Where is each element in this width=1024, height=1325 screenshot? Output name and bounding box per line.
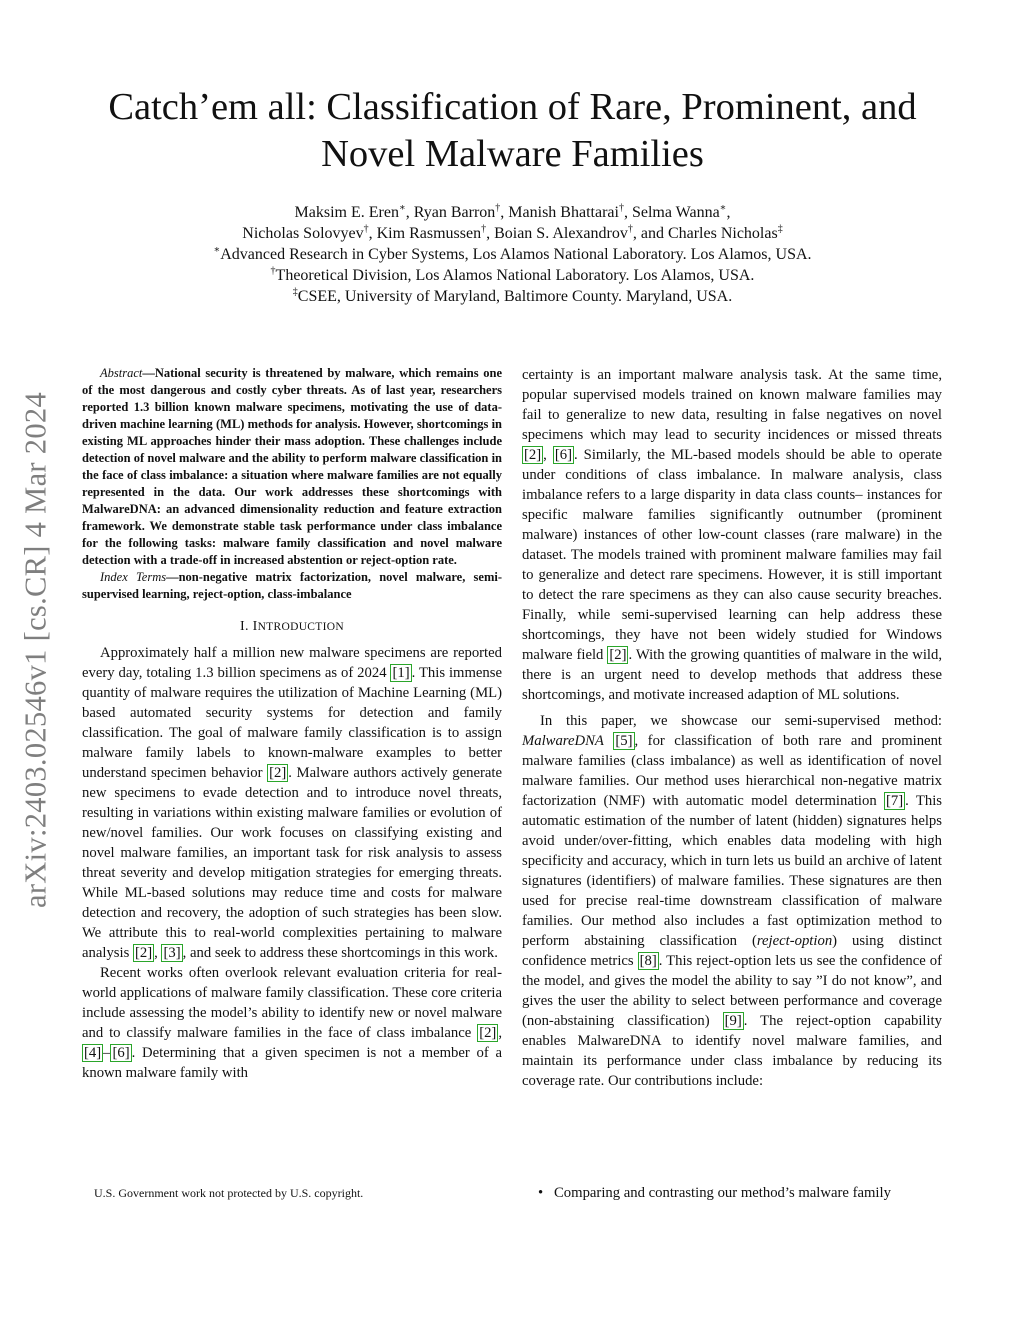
copyright-footer: U.S. Government work not protected by U.S. copyright. (94, 1186, 364, 1200)
affiliation-mark: † (618, 202, 624, 214)
index-terms-text: —non-negative matrix factorization, novel malware, semi-supervised learning, reject-option, class-imbalance (82, 570, 503, 601)
citation-link[interactable]: [6] (112, 1045, 130, 1061)
title-line-2: Novel Malware Families (321, 133, 704, 175)
affiliation-mark: ∗ (213, 244, 221, 256)
paragraph-text: Recent works often overlook relevant evaluation criteria for real-world applications of malware family classification. These core criteria include assessing the model’s ability to identify new or novel malware and to classify malware families in the face of class imbalance (82, 965, 502, 1041)
abstract (82, 365, 502, 569)
affiliation-mark: † (481, 223, 487, 235)
index-terms (82, 569, 502, 603)
paragraph-text: . This immense quantity of malware requires the utilization of Machine Learning (ML) based automated security systems for detection and family classification. The goal of malware family classification is to assign malware family labels to known-malware examples to better understand specimen behavior (82, 665, 503, 781)
citation-link[interactable]: [1] (392, 665, 410, 681)
intro-paragraph-3 (522, 365, 942, 705)
author-line-1: Maksim E. Eren∗, Ryan Barron†, Manish Bhattarai†, Selma Wanna∗, (294, 202, 731, 221)
paragraph-text: . With the growing quantities of malware in the wild, there is an urgent need to develop methods that address these shortcomings, and motivate increased adaption of ML solutions. (522, 647, 942, 703)
author-name: Ryan Barron (413, 204, 496, 221)
arxiv-identifier: arXiv:2403.02546v1 [cs.CR] 4 Mar 2024 (18, 392, 53, 908)
author-line-2: Nicholas Solovyev†, Kim Rasmussen†, Boian S. Alexandrov†, and Charles Nicholas‡ (242, 223, 783, 242)
affiliation-mark: ∗ (719, 202, 727, 214)
paragraph-text: , and seek to address these shortcomings in this work. (182, 945, 498, 961)
author-name: Kim Rasmussen (376, 225, 482, 242)
affiliation-mark: † (363, 223, 369, 235)
citation-link[interactable]: [2] (135, 945, 153, 961)
author-block (70, 202, 955, 307)
author-name: Boian S. Alexandrov (494, 225, 628, 242)
author-name: Manish Bhattarai (508, 204, 619, 221)
paragraph-text: Approximately half a million new malware specimens are reported every day, totaling 1.3 billion specimens as of 2024 (82, 645, 502, 681)
paragraph-text: In this paper, we showcase our semi-supervised method: (540, 713, 942, 729)
paragraph-text: ) using distinct confidence metrics (522, 933, 942, 969)
intro-paragraph-4 (522, 711, 942, 1091)
paragraph-text (604, 733, 614, 749)
title-line-1: Catch’em all: Classification of Rare, Prominent, and (108, 86, 917, 128)
index-terms-label: Index Terms (100, 570, 167, 584)
citation-link[interactable]: [6] (554, 447, 572, 463)
paragraph-text: – (103, 1045, 111, 1061)
affiliation-1 (70, 244, 955, 265)
paragraph-text: , (543, 447, 553, 463)
paragraph-text: , for classification of both rare and prominent malware families (class imbalance) as well as identification of novel malware families. Our method uses hierarchical non-negative matrix factorization (NMF) with automatic model determination (522, 733, 942, 809)
citation-link[interactable]: [8] (639, 953, 657, 969)
paragraph-text: , (498, 1025, 502, 1041)
affiliation-mark: † (270, 265, 276, 277)
abstract-label: Abstract (100, 366, 143, 380)
citation-link[interactable]: [7] (886, 793, 904, 809)
paragraph-text: . This automatic estimation of the number of latent (hidden) signatures helps avoid under/over-fitting, which enables data modeling with high specificity and accuracy, which in turn lets us build an archive of latent signatures (identifiers) of malware families. These signatures are then used for precise real-time downstream classification of malware families. Our method also includes a fast optimization method to perform abstaining classification ( (522, 793, 942, 949)
intro-paragraph-2 (82, 963, 502, 1083)
affiliation-text: Advanced Research in Cyber Systems, Los Alamos National Laboratory. Los Alamos, USA. (220, 246, 812, 263)
affiliation-mark: ∗ (398, 202, 406, 214)
method-name: MalwareDNA (522, 733, 604, 749)
citation-link[interactable]: [3] (163, 945, 181, 961)
affiliation-text: Theoretical Division, Los Alamos National Laboratory. Los Alamos, USA. (275, 267, 755, 284)
citation-link[interactable]: [2] (609, 647, 627, 663)
paper-title (70, 84, 955, 178)
bullet-icon: • (538, 1185, 544, 1201)
contribution-bullet (538, 1183, 891, 1203)
section-title-initial: I (252, 619, 258, 634)
left-column (82, 365, 502, 1083)
section-number: I. (240, 619, 253, 634)
paragraph-text: . Similarly, the ML-based models should be able to operate under conditions of class imbalance. In malware analysis, class imbalance refers to a large disparity in data class counts– instances for specific malware families significantly outnumber (prominent malware) instances of other low-count classes (rare malware) in the dataset. The models trained with prominent malware families may fail to generalize and detect rare specimens. However, it is still important to detect the rare specimens as they can also cause security breaches. Finally, while semi-supervised learning can help address these shortcomings, they have not been widely studied for Windows malware field (522, 447, 942, 663)
abstract-text: —National security is threatened by malware, which remains one of the most dangerous and costly cyber threats. As of last year, researchers reported 1.3 billion known malware specimens, motivating the use of data-driven machine learning (ML) methods for analysis. However, shortcomings in existing ML approaches hinder their mass adoption. These challenges include detection of novel malware and the ability to perform malware classification in the face of class imbalance: a situation where malware families are not equally represented in the data. Our work addresses these shortcomings with MalwareDNA: an advanced dimensionality reduction and feature extraction framework. We demonstrate stable task performance under class imbalance for the following tasks: malware family classification and novel malware detection with a trade-off in increased abstention or reject-option rate. (82, 366, 502, 567)
paragraph-text: . Malware authors actively generate new specimens to evade detection and to introduce novel threats, resulting in variations within existing malware families or evolution of new/novel families. Our work focuses on classifying existing and novel malware families, an important task for risk analysis to assess threat severity and develop mitigation strategies for emerging threats. While ML-based solutions may reduce time and costs for malware detection and recovery, the adoption of such strategies has been slow. We attribute this to real-world complexities pertaining to malware analysis (82, 765, 502, 961)
arxiv-sidebar (12, 350, 60, 950)
author-name: Selma Wanna (631, 204, 720, 221)
citation-link[interactable]: [5] (615, 733, 633, 749)
right-column (522, 365, 942, 1091)
section-heading-introduction (82, 617, 502, 637)
citation-link[interactable]: [2] (479, 1025, 497, 1041)
paragraph-text: , (154, 945, 162, 961)
affiliation-text: CSEE, University of Maryland, Baltimore County. Maryland, USA. (297, 288, 733, 305)
affiliation-mark: ‡ (777, 223, 783, 235)
author-name: Nicholas Solovyev (242, 225, 364, 242)
author-name: Maksim E. Eren (294, 204, 399, 221)
paragraph-text: certainty is an important malware analysis task. At the same time, popular supervised models trained on known malware families may fail to generalize to new data, resulting in false negatives on novel specimens which may lead to security incidences or missed threats (522, 367, 942, 443)
paragraph-text: . The reject-option capability enables MalwareDNA to identify novel malware families, and maintain its performance under class imbalance by reducing its coverage rate. Our contributions include: (522, 1013, 942, 1089)
paragraph-text: . Determining that a given specimen is not a member of a known malware family with (82, 1045, 502, 1081)
affiliation-mark: † (627, 223, 633, 235)
emphasis-text: reject-option (756, 933, 833, 949)
paragraph-text: . This reject-option lets us see the confidence of the model, and gives the model the ability to say ”I do not know”, and gives the user the ability to select between performance and coverage (non-abstaining classification) (522, 953, 942, 1029)
section-title-rest: NTRODUCTION (257, 621, 344, 633)
author-name: and Charles Nicholas (640, 225, 778, 242)
citation-link[interactable]: [2] (524, 447, 542, 463)
citation-link[interactable]: [4] (84, 1045, 102, 1061)
citation-link[interactable]: [2] (269, 765, 287, 781)
affiliation-mark: † (495, 202, 501, 214)
bullet-text: Comparing and contrasting our method’s malware family (554, 1185, 891, 1201)
affiliation-mark: ‡ (292, 286, 298, 298)
affiliation-3 (70, 286, 955, 307)
citation-link[interactable]: [9] (724, 1013, 742, 1029)
intro-paragraph-1 (82, 643, 502, 963)
affiliation-2 (70, 265, 955, 286)
